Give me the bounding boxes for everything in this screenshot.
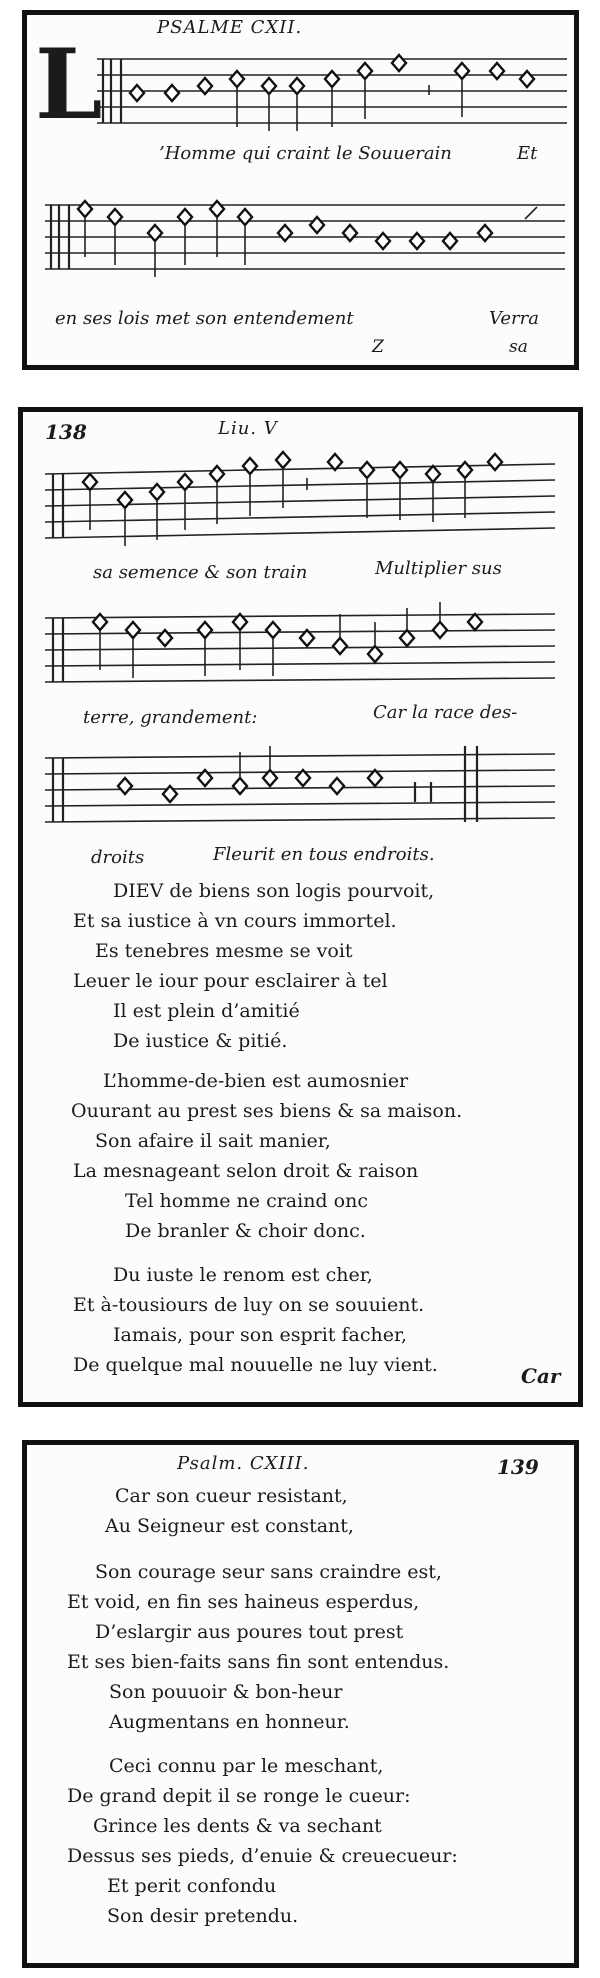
- lyric-line-5: droits: [91, 847, 145, 868]
- verse-line: Car son cueur resistant,: [115, 1485, 348, 1507]
- music-staff-5: [45, 742, 555, 832]
- music-staff-1: [97, 45, 567, 135]
- verse-line: Augmentans en honneur.: [109, 1711, 350, 1733]
- lyric-line-1-end: Et: [517, 143, 538, 164]
- verse-line: La mesnageant selon droit & raison: [73, 1160, 419, 1182]
- verse-line: Et void, en fin ses haineus esperdus,: [67, 1591, 420, 1613]
- verse-line: De branler & choir donc.: [125, 1220, 366, 1242]
- verse-line: Ceci connu par le meschant,: [109, 1755, 384, 1777]
- running-header: Psalm. CXIII.: [177, 1453, 310, 1474]
- lyric-line-5-end: Fleurit en tous endroits.: [213, 844, 435, 865]
- verse-line: L’homme-de-bien est aumosnier: [103, 1070, 409, 1092]
- verse-line: De quelque mal nouuelle ne luy vient.: [73, 1354, 438, 1376]
- lyric-line-1: ’Homme qui craint le Souuerain: [159, 143, 452, 164]
- verse-line: Iamais, pour son esprit facher,: [113, 1324, 408, 1346]
- page-number: 138: [45, 420, 87, 444]
- verse-line: Et perit confondu: [107, 1875, 277, 1897]
- lyric-line-3-end: Multiplier sus: [375, 558, 502, 579]
- verse-line: Il est plein d’amitié: [113, 1000, 300, 1022]
- verse-line: Es tenebres mesme se voit: [95, 940, 353, 962]
- lyric-line-2-end: Verra: [489, 308, 539, 329]
- verse-line: Et à-tousiours de luy on se souuient.: [73, 1294, 425, 1316]
- lyric-line-4: terre, grandement:: [83, 707, 258, 728]
- verse-line: DIEV de biens son logis pourvoit,: [113, 880, 435, 902]
- verse-line: Au Seigneur est constant,: [105, 1515, 354, 1537]
- music-staff-4: [45, 602, 555, 692]
- music-staff-2: [45, 193, 565, 283]
- verse-line: Et ses bien-faits sans fin sont entendus.: [67, 1651, 450, 1673]
- page-panel-1: [22, 10, 579, 370]
- page-number: 139: [497, 1455, 539, 1479]
- signature-mark: Z: [372, 337, 384, 357]
- verse-line: Tel homme ne craind onc: [125, 1190, 368, 1212]
- verse-line: Leuer le iour pour esclairer à tel: [73, 970, 388, 992]
- drop-cap: L: [35, 28, 103, 141]
- page-panel-3: [22, 1440, 579, 1968]
- verse-line: Son pouuoir & bon-heur: [109, 1681, 343, 1703]
- verse-line: Son afaire il sait manier,: [95, 1130, 331, 1152]
- verse-line: Son courage seur sans craindre est,: [95, 1561, 442, 1583]
- running-header: Liu. V: [218, 418, 278, 439]
- verse-line: Son desir pretendu.: [107, 1905, 299, 1927]
- catchword: sa: [509, 337, 528, 357]
- lyric-line-2: en ses lois met son entendement: [55, 308, 354, 329]
- verse-line: Dessus ses pieds, d’enuie & creuecueur:: [67, 1845, 458, 1867]
- verse-line: Du iuste le renom est cher,: [113, 1264, 373, 1286]
- page-panel-2: [18, 407, 583, 1407]
- verse-line: Et sa iustice à vn cours immortel.: [73, 910, 397, 932]
- running-header: PSALME CXII.: [157, 17, 303, 38]
- verse-line: De iustice & pitié.: [113, 1030, 288, 1052]
- catchword: Car: [521, 1364, 561, 1388]
- verse-line: Ouurant au prest ses biens & sa maison.: [71, 1100, 463, 1122]
- music-staff-3: [45, 452, 555, 552]
- verse-line: D’eslargir aus poures tout prest: [95, 1621, 404, 1643]
- verse-line: Grince les dents & va sechant: [93, 1815, 382, 1837]
- lyric-line-4-end: Car la race des-: [373, 702, 518, 723]
- verse-line: De grand depit il se ronge le cueur:: [67, 1785, 411, 1807]
- lyric-line-3: sa semence & son train: [93, 562, 308, 583]
